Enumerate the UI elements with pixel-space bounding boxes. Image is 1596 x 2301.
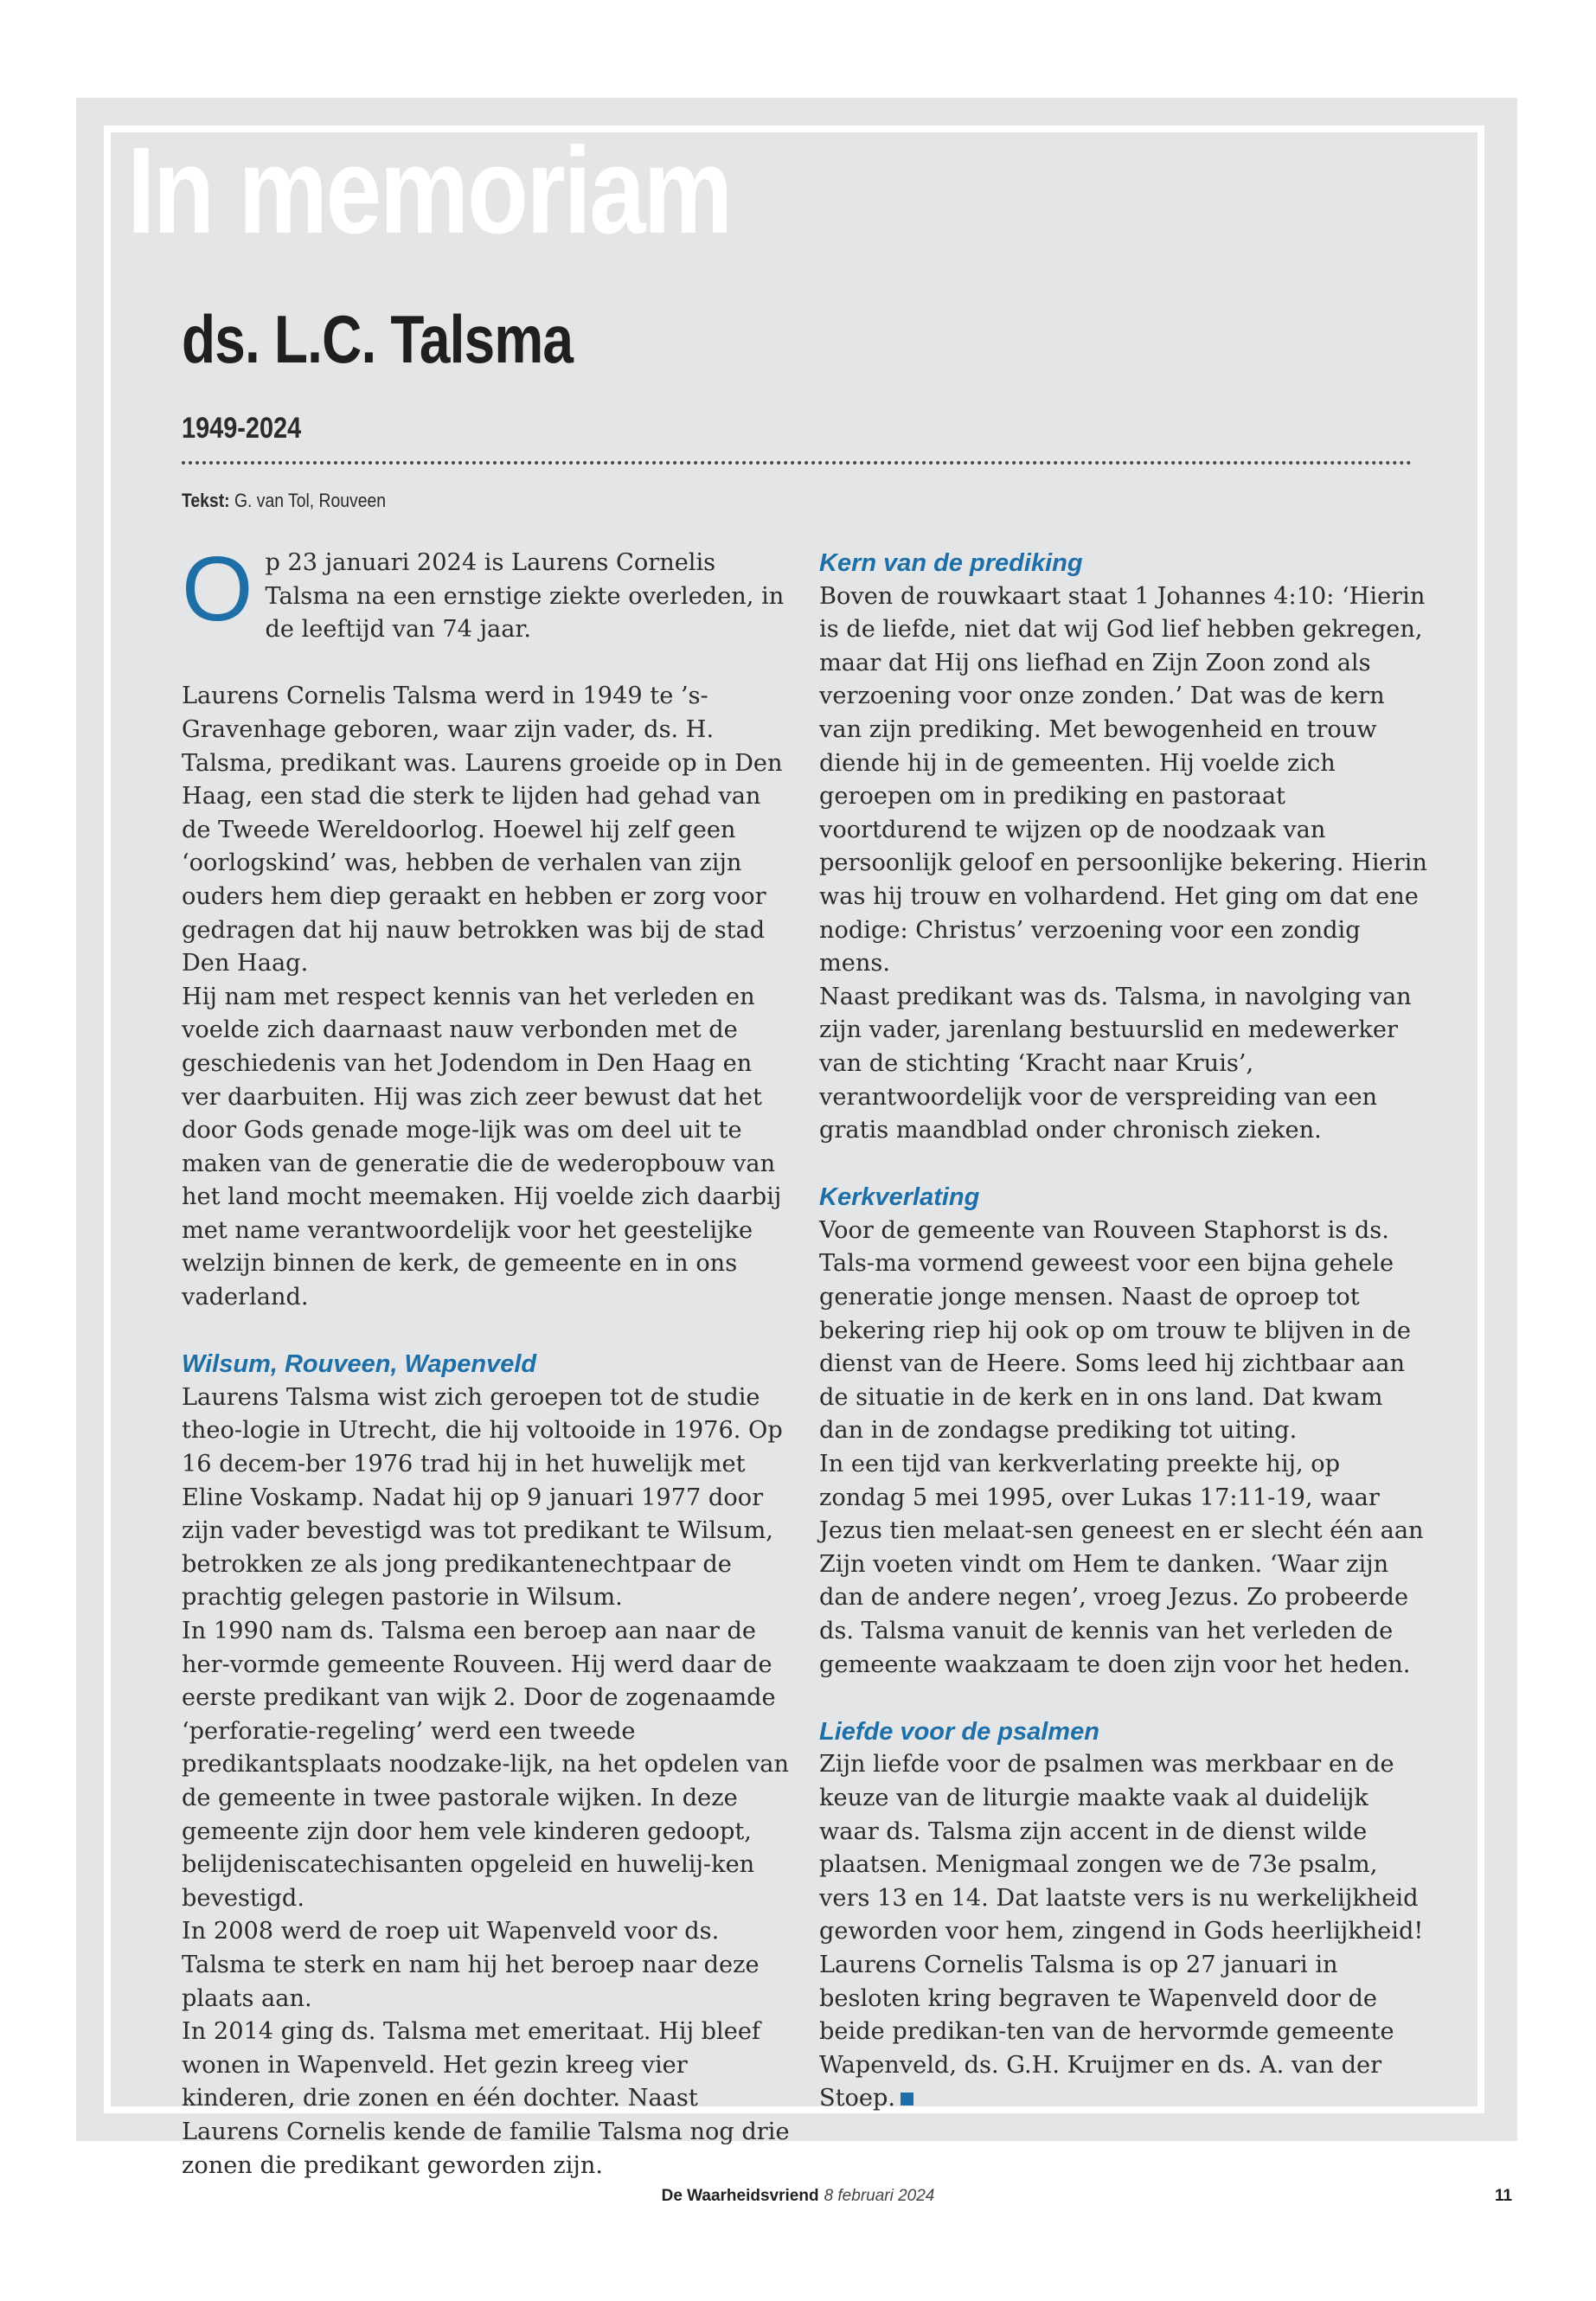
intro-text: p 23 januari 2024 is Laurens Cornelis Talsma na een ernstige ziekte overleden, in de leeftijd van 74 jaar.	[265, 549, 785, 644]
paragraph: In een tijd van kerkverlating preekte hij, op zondag 5 mei 1995, over Lukas 17:11-19, waar Jezus tien melaat-sen geneest en er slecht één aan Zijn voeten vindt om Hem te danken. ‘Waar zijn dan de andere negen’, vroeg Jezus. Zo probeerde ds. Talsma vanuit de kennis van het verleden de gemeente waakzaam te doen zijn voor het heden.	[819, 1451, 1424, 1678]
end-mark-icon	[901, 2093, 913, 2106]
byline-author: G. van Tol, Rouveen	[234, 490, 387, 511]
paragraph: In 2008 werd de roep uit Wapenveld voor ds. Talsma te sterk en nam hij het beroep naar deze plaats aan.	[182, 1918, 760, 2012]
paragraph: Laurens Talsma wist zich geroepen tot de studie theo-logie in Utrecht, die hij voltooide in 1976. Op 16 decem-ber 1976 trad hij in het huwelijk met Eline Voskamp. Nadat hij op 9 januari 1977 door zijn vader bevestigd was tot predikant te Wilsum, betrokken ze als jong predikantenechtpaar de prachtig gelegen pastorie in Wilsum.	[182, 1383, 783, 1612]
page-number: 11	[1495, 2187, 1513, 2205]
paragraph: Boven de rouwkaart staat 1 Johannes 4:10: ‘Hierin is de liefde, niet dat wij God lief hebben gekregen, maar dat Hij ons liefhad en Zijn Zoon zond als verzoening voor onze zonden.’ Dat was de kern van zijn prediking. Met bewogenheid en trouw diende hij in de gemeenten. Hij voelde zich geroepen om in prediking en pastoraat voortdurend te wijzen op de noodzaak van persoonlijk geloof en persoonlijke bekering. Hierin was hij trouw en volhardend. Het ging om dat ene nodige: Christus’ verzoening voor een zondig mens.	[819, 582, 1427, 977]
section-heading: Kern van de prediking	[819, 549, 1083, 577]
page-footer	[0, 2187, 1596, 2206]
byline	[182, 490, 386, 512]
byline-label: Tekst:	[182, 490, 230, 511]
left-column	[182, 538, 792, 2182]
dotted-divider	[182, 461, 1412, 465]
paragraph: Laurens Cornelis Talsma werd in 1949 te ’s-Gravenhage geboren, waar zijn vader, ds. H. Talsma, predikant was. Laurens groeide op in Den Haag, een stad die sterk te lijden had gehad van de Tweede Wereldoorlog. Hoewel hij zelf geen ‘oorlogskind’ was, hebben de verhalen van zijn ouders hem diep geraakt en hebben er zorg voor gedragen dat hij nauw betrokken was bij de stad Den Haag.	[182, 683, 783, 977]
intro-paragraph	[182, 538, 792, 647]
paragraph: Naast predikant was ds. Talsma, in navolging van zijn vader, jarenlang bestuurslid en medewerker van de stichting ‘Kracht naar Kruis’, verantwoordelijk voor de verspreiding van een gratis maandblad onder chronisch zieken.	[819, 983, 1412, 1144]
issue-date: 8 februari 2024	[824, 2187, 935, 2205]
paragraph: Hij nam met respect kennis van het verleden en voelde zich daarnaast nauw verbonden met de geschiedenis van het Jodendom in Den Haag en ver daarbuiten. Hij was zich zeer bewust dat het door Gods genade moge-lijk was om deel uit te maken van de generatie die de wederopbouw van het land mocht meemaken. Hij voelde zich daarbij met name verantwoordelijk voor het geestelijke welzijn binnen de kerk, de gemeente en in ons vaderland.	[182, 983, 782, 1311]
life-years: 1949-2024	[182, 412, 302, 445]
paragraph: In 1990 nam ds. Talsma een beroep aan naar de her-vormde gemeente Rouveen. Hij werd daar de eerste predikant van wijk 2. Door de zogenaamde ‘perforatie-regeling’ werd een tweede predikantsplaats noodzake-lijk, na het opdelen van de gemeente in twee pastorale wijken. In deze gemeente zijn door hem vele kinderen gedoopt, belijdeniscatechisanten opgeleid en huwelij-ken bevestigd.	[182, 1618, 790, 1912]
section-title: In memoriam	[127, 122, 731, 260]
section-heading: Liefde voor de psalmen	[819, 1717, 1099, 1746]
section-heading: Kerkverlating	[819, 1183, 980, 1212]
closing-paragraph	[819, 1949, 1430, 2116]
closing-text: Laurens Cornelis Talsma is op 27 januari in besloten kring begraven te Wapenveld door de beide predikan-ten van de hervormde gemeente Wapenveld, ds. G.H. Kruijmer en ds. A. van der Stoep.	[819, 1951, 1394, 2112]
person-name: ds. L.C. Talsma	[182, 301, 574, 377]
section-heading: Wilsum, Rouveen, Wapenveld	[182, 1350, 537, 1379]
drop-cap: O	[182, 538, 253, 640]
paragraph: In 2014 ging ds. Talsma met emeritaat. Hij bleef wonen in Wapenveld. Het gezin kreeg vier kinderen, drie zonen en één dochter. Naast Laurens Cornelis kende de familie Talsma nog drie zonen die predikant geworden zijn.	[182, 2018, 790, 2179]
right-column	[819, 547, 1430, 2116]
paragraph: Zijn liefde voor de psalmen was merkbaar en de keuze van de liturgie maakte vaak al duidelijk waar ds. Talsma zijn accent in de dienst wilde plaatsen. Menigmaal zongen we de 73e psalm, vers 13 en 14. Dat laatste vers is nu werkelijkheid geworden voor hem, zingend in Gods heerlijkheid!	[819, 1751, 1424, 1945]
paragraph: Voor de gemeente van Rouveen Staphorst is ds. Tals-ma vormend geweest voor een bijna gehele generatie jonge mensen. Naast de oproep tot bekering riep hij ook op om trouw te blijven in de dienst van de Heere. Soms leed hij zichtbaar aan de situatie in de kerk en in ons land. Dat kwam dan in de zondagse prediking tot uiting.	[819, 1216, 1412, 1445]
publication-name: De Waarheidsvriend	[661, 2187, 819, 2205]
